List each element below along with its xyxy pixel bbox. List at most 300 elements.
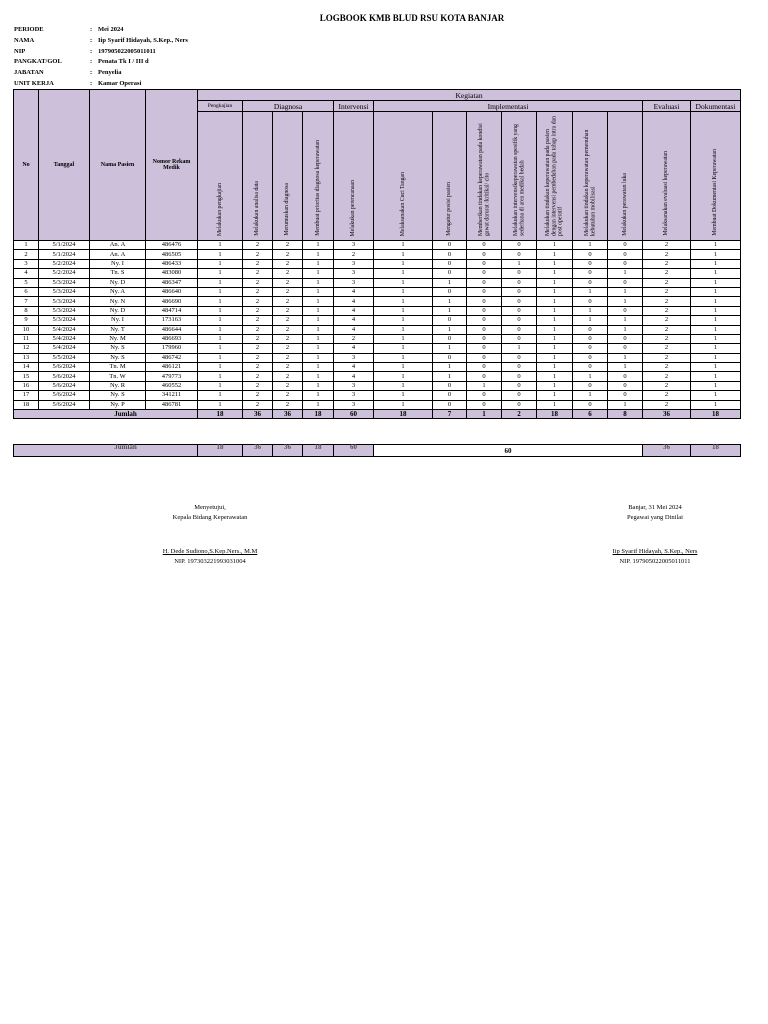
header-activity-label: Melaksanakan Cuci Tangan (399, 171, 406, 236)
cell-value: 2 (643, 381, 691, 390)
cell-value: 1 (608, 297, 643, 306)
cell-rm: 486347 (146, 278, 198, 287)
cell-value: 0 (433, 250, 467, 259)
cell-value: 0 (433, 316, 467, 325)
info-value: Penyelia (98, 69, 122, 77)
cell-tanggal: 5/2/2024 (39, 269, 90, 278)
cell-no: 8 (14, 306, 39, 315)
cell-value: 2 (643, 391, 691, 400)
cell-value: 4 (334, 306, 374, 315)
jumlah-implementasi-total: 60 (374, 445, 643, 457)
cell-value: 1 (374, 297, 433, 306)
cell-value: 0 (502, 306, 537, 315)
cell-tanggal: 5/2/2024 (39, 259, 90, 268)
cell-tanggal: 5/6/2024 (39, 372, 90, 381)
cell-value: 4 (334, 363, 374, 372)
cell-rm: 484714 (146, 306, 198, 315)
header-activity-label: Melakukan tindakan keperawatan pada pasien dengan intervensi pembedahan pada tahap intra dan post operatif (545, 115, 564, 236)
header-activity (691, 112, 741, 241)
cell-value: 1 (691, 344, 741, 353)
cell-value: 1 (691, 250, 741, 259)
header-activity-label: Membuat prioritas diagnosa keperawatan (314, 140, 321, 236)
cell-value: 0 (573, 334, 608, 343)
table-row (14, 334, 741, 343)
cell-value: 4 (334, 372, 374, 381)
cell-value: 1 (303, 278, 334, 287)
table-row (14, 259, 741, 268)
cell-value: 4 (334, 316, 374, 325)
cell-tanggal: 5/4/2024 (39, 334, 90, 343)
cell-value: 0 (502, 250, 537, 259)
cell-value: 2 (273, 334, 303, 343)
jumlah-value: 18 (303, 410, 334, 419)
cell-value: 1 (198, 259, 243, 268)
jumlah-value: 8 (608, 410, 643, 419)
info-label: PERIODE (14, 26, 44, 33)
cell-value: 0 (608, 278, 643, 287)
cell-rm: 486690 (146, 297, 198, 306)
header-activity (573, 112, 608, 241)
cell-rm: 341211 (146, 391, 198, 400)
cell-nama: Ny. P (90, 400, 146, 409)
cell-value: 3 (334, 259, 374, 268)
cell-value: 1 (374, 334, 433, 343)
jumlah-total-label-text: Jumlah (114, 442, 137, 451)
cell-value: 2 (243, 363, 273, 372)
cell-value: 1 (303, 250, 334, 259)
cell-no: 3 (14, 259, 39, 268)
cell-value: 1 (198, 250, 243, 259)
cell-value: 1 (374, 400, 433, 409)
cell-value: 0 (467, 334, 502, 343)
cell-value: 0 (433, 353, 467, 362)
cell-value: 1 (691, 381, 741, 390)
table-row (14, 250, 741, 259)
cell-value: 2 (334, 250, 374, 259)
cell-value: 2 (334, 334, 374, 343)
cell-no: 13 (14, 353, 39, 362)
cell-rm: 460552 (146, 381, 198, 390)
cell-value: 1 (537, 316, 573, 325)
signature-left (160, 503, 260, 567)
table-row (14, 391, 741, 400)
cell-value: 1 (691, 297, 741, 306)
cell-no: 5 (14, 278, 39, 287)
cell-value: 1 (691, 269, 741, 278)
header-activity (502, 112, 537, 241)
jumlah-value: 60 (334, 410, 374, 419)
cell-value: 0 (467, 241, 502, 250)
header-diagnosa: Diagnosa (243, 101, 334, 112)
header-tanggal: Tanggal (39, 90, 90, 241)
cell-nama: An. A (90, 241, 146, 250)
cell-value: 1 (691, 334, 741, 343)
cell-value: 2 (643, 363, 691, 372)
cell-value: 2 (243, 297, 273, 306)
cell-value: 1 (303, 287, 334, 296)
cell-value: 1 (608, 287, 643, 296)
cell-value: 3 (334, 381, 374, 390)
cell-value: 2 (643, 278, 691, 287)
table-row (14, 278, 741, 287)
cell-value: 1 (608, 353, 643, 362)
cell-value: 1 (691, 259, 741, 268)
cell-no: 2 (14, 250, 39, 259)
cell-tanggal: 5/6/2024 (39, 381, 90, 390)
jumlah-total-value (691, 442, 741, 457)
cell-value: 1 (198, 269, 243, 278)
header-activity (433, 112, 467, 241)
table-row (14, 297, 741, 306)
header-kegiatan: Kegiatan (198, 90, 741, 101)
header-activity-label: Merumuskan diagnosa (284, 183, 291, 236)
cell-value: 1 (374, 353, 433, 362)
cell-value: 1 (691, 278, 741, 287)
header-evaluasi: Evaluasi (643, 101, 691, 112)
cell-no: 9 (14, 316, 39, 325)
cell-value: 1 (433, 325, 467, 334)
cell-value: 0 (467, 325, 502, 334)
cell-value: 0 (502, 316, 537, 325)
cell-tanggal: 5/4/2024 (39, 325, 90, 334)
cell-value: 1 (303, 400, 334, 409)
signature-right (595, 503, 715, 567)
table-row (14, 381, 741, 390)
sign-left-name: H. Dede Sudiono,S.Kep.Ners., M.M (162, 548, 258, 555)
cell-value: 2 (243, 353, 273, 362)
cell-value: 0 (573, 363, 608, 372)
jumlah-value: 18 (374, 410, 433, 419)
cell-value: 0 (573, 344, 608, 353)
header-activity-label: Melakukan perawatan luka (621, 173, 628, 236)
cell-value: 1 (537, 381, 573, 390)
cell-value: 2 (243, 241, 273, 250)
cell-value: 1 (198, 353, 243, 362)
header-activity-label: Mengatur posisi pasien (446, 182, 453, 236)
cell-value: 1 (374, 391, 433, 400)
cell-value: 2 (643, 353, 691, 362)
cell-value: 0 (467, 316, 502, 325)
cell-value: 1 (691, 316, 741, 325)
cell-value: 2 (273, 287, 303, 296)
cell-value: 1 (537, 287, 573, 296)
cell-value: 0 (502, 325, 537, 334)
cell-value: 0 (573, 325, 608, 334)
cell-rm: 179960 (146, 344, 198, 353)
cell-value: 1 (608, 325, 643, 334)
cell-value: 1 (433, 344, 467, 353)
header-activity (467, 112, 502, 241)
header-pengkajian: Pengkajian (198, 101, 243, 112)
cell-value: 2 (273, 363, 303, 372)
jumlah-total-value-text: 36 (663, 442, 670, 451)
cell-value: 0 (608, 344, 643, 353)
cell-value: 0 (433, 381, 467, 390)
jumlah-total-value (198, 442, 243, 457)
cell-value: 2 (243, 334, 273, 343)
cell-no: 6 (14, 287, 39, 296)
cell-value: 2 (243, 372, 273, 381)
info-row (14, 68, 188, 79)
header-activity (273, 112, 303, 241)
jumlah-total-value-text: 18 (712, 442, 720, 451)
table-row (14, 400, 741, 409)
cell-value: 0 (467, 353, 502, 362)
cell-value: 1 (537, 344, 573, 353)
info-colon: : (90, 79, 93, 87)
cell-no: 18 (14, 400, 39, 409)
cell-value: 0 (433, 400, 467, 409)
cell-nama: Ny. N (90, 297, 146, 306)
jumlah-value: 1 (467, 410, 502, 419)
cell-value: 1 (573, 287, 608, 296)
cell-value: 0 (467, 287, 502, 296)
cell-value: 2 (243, 287, 273, 296)
cell-value: 0 (608, 241, 643, 250)
cell-value: 1 (198, 334, 243, 343)
cell-no: 7 (14, 297, 39, 306)
cell-value: 1 (374, 269, 433, 278)
cell-value: 0 (573, 297, 608, 306)
cell-tanggal: 5/3/2024 (39, 306, 90, 315)
cell-value: 1 (502, 344, 537, 353)
cell-value: 2 (243, 391, 273, 400)
jumlah-label: Jumlah (14, 410, 198, 419)
cell-rm: 486505 (146, 250, 198, 259)
cell-value: 1 (691, 325, 741, 334)
cell-value: 1 (198, 306, 243, 315)
cell-tanggal: 5/6/2024 (39, 400, 90, 409)
cell-value: 0 (502, 287, 537, 296)
cell-value: 2 (643, 297, 691, 306)
cell-value: 1 (303, 241, 334, 250)
sign-right-nip: NIP. 197905022005011011 (619, 558, 691, 565)
cell-no: 12 (14, 344, 39, 353)
cell-value: 1 (537, 400, 573, 409)
cell-value: 2 (273, 344, 303, 353)
cell-nama: Ny. T (90, 325, 146, 334)
cell-tanggal: 5/1/2024 (39, 241, 90, 250)
header-activity-label: Melakukan pengkajian (216, 183, 223, 236)
cell-value: 1 (537, 250, 573, 259)
cell-nama: Ny. I (90, 259, 146, 268)
cell-value: 2 (243, 381, 273, 390)
cell-value: 2 (643, 334, 691, 343)
cell-value: 2 (643, 269, 691, 278)
cell-value: 4 (334, 297, 374, 306)
jumlah-total-value (334, 442, 374, 457)
cell-value: 0 (608, 372, 643, 381)
cell-rm: 486742 (146, 353, 198, 362)
info-colon: : (90, 47, 93, 55)
cell-value: 2 (643, 306, 691, 315)
cell-value: 1 (374, 259, 433, 268)
cell-value: 2 (273, 391, 303, 400)
header-implementasi: Implementasi (374, 101, 643, 112)
cell-nama: Ny. D (90, 306, 146, 315)
info-label: JABATAN (14, 69, 44, 77)
table-row (14, 344, 741, 353)
cell-value: 2 (643, 250, 691, 259)
cell-value: 1 (303, 334, 334, 343)
table-row (14, 363, 741, 372)
cell-value: 0 (608, 381, 643, 390)
cell-value: 1 (374, 241, 433, 250)
cell-value: 2 (243, 278, 273, 287)
cell-value: 2 (273, 278, 303, 287)
header-activity (374, 112, 433, 241)
cell-value: 1 (537, 306, 573, 315)
cell-value: 1 (303, 363, 334, 372)
info-colon: : (90, 69, 93, 77)
header-activity-label: Melakukan analisa data (254, 181, 261, 236)
cell-value: 1 (303, 372, 334, 381)
header-no: No (14, 90, 39, 241)
sign-left-line2: Kepala Bidang Keperawatan (172, 514, 248, 521)
jumlah-value: 18 (691, 410, 741, 419)
table-row (14, 353, 741, 362)
cell-value: 1 (198, 297, 243, 306)
jumlah-total-value (303, 442, 334, 457)
cell-value: 2 (243, 306, 273, 315)
cell-tanggal: 5/6/2024 (39, 391, 90, 400)
cell-nama: Tn. M (90, 363, 146, 372)
header-activity-label: Memberikan tindakan keperawatan pada kondisi gawat darurat /kritikal/ cito (477, 123, 490, 236)
cell-value: 1 (374, 278, 433, 287)
cell-value: 1 (198, 400, 243, 409)
cell-value: 2 (643, 241, 691, 250)
cell-value: 2 (273, 381, 303, 390)
cell-value: 0 (573, 353, 608, 362)
jumlah-total-value (643, 442, 691, 457)
jumlah-total-value (243, 442, 273, 457)
cell-value: 2 (643, 316, 691, 325)
logbook-table (13, 89, 741, 457)
cell-value: 2 (273, 316, 303, 325)
cell-value: 0 (573, 278, 608, 287)
cell-value: 3 (334, 269, 374, 278)
cell-value: 1 (691, 372, 741, 381)
jumlah-row (14, 410, 741, 419)
header-activity-label: Melakukan intervensikeperawatan spesifik yang sederhana di area medikal bedah (512, 124, 525, 236)
cell-value: 1 (374, 344, 433, 353)
cell-value: 1 (691, 353, 741, 362)
cell-value: 1 (433, 278, 467, 287)
header-dokumentasi: Dokumentasi (691, 101, 741, 112)
cell-value: 0 (467, 391, 502, 400)
info-row (14, 36, 188, 47)
cell-no: 1 (14, 241, 39, 250)
cell-value: 2 (243, 325, 273, 334)
cell-value: 2 (643, 344, 691, 353)
cell-value: 1 (303, 391, 334, 400)
spacer-cell (14, 419, 741, 445)
header-activity-label: Membuat Dokumentasi Keperawatan (712, 149, 719, 236)
jumlah-total-value (273, 442, 303, 457)
cell-value: 1 (467, 381, 502, 390)
cell-value: 1 (691, 241, 741, 250)
cell-value: 1 (537, 241, 573, 250)
cell-value: 1 (198, 372, 243, 381)
header-activity (198, 112, 243, 241)
cell-no: 14 (14, 363, 39, 372)
cell-value: 1 (502, 259, 537, 268)
cell-value: 0 (467, 269, 502, 278)
cell-nama: Ny. M (90, 334, 146, 343)
cell-value: 2 (273, 353, 303, 362)
cell-value: 0 (433, 241, 467, 250)
jumlah-total-value-text: 18 (314, 442, 322, 451)
info-row (14, 25, 188, 36)
cell-rm: 483080 (146, 269, 198, 278)
info-value: Iip Syarif Hidayah, S.Kep., Ners (98, 36, 188, 44)
cell-value: 0 (467, 372, 502, 381)
header-activity (608, 112, 643, 241)
cell-value: 0 (467, 250, 502, 259)
cell-value: 1 (303, 344, 334, 353)
cell-value: 1 (198, 344, 243, 353)
cell-rm: 486693 (146, 334, 198, 343)
jumlah-value: 7 (433, 410, 467, 419)
cell-tanggal: 5/4/2024 (39, 344, 90, 353)
cell-tanggal: 5/3/2024 (39, 287, 90, 296)
cell-value: 3 (334, 400, 374, 409)
cell-value: 1 (198, 278, 243, 287)
header-nomor-rekam-medik: Nomor Rekam Medik (146, 90, 198, 241)
cell-value: 2 (243, 269, 273, 278)
cell-value: 1 (691, 400, 741, 409)
header-activity (537, 112, 573, 241)
cell-value: 2 (273, 297, 303, 306)
jumlah-total-value-text: 36 (254, 442, 261, 451)
cell-value: 2 (273, 306, 303, 315)
cell-tanggal: 5/3/2024 (39, 297, 90, 306)
sign-right-name: Iip Syarif Hidayah, S.Kep., Ners (612, 548, 698, 555)
cell-value: 0 (608, 334, 643, 343)
cell-value: 0 (502, 241, 537, 250)
cell-value: 0 (433, 391, 467, 400)
cell-value: 1 (433, 297, 467, 306)
cell-value: 0 (502, 400, 537, 409)
cell-nama: Ny. I (90, 316, 146, 325)
cell-no: 17 (14, 391, 39, 400)
cell-value: 1 (537, 353, 573, 362)
cell-value: 2 (273, 241, 303, 250)
cell-value: 1 (374, 381, 433, 390)
jumlah-value: 18 (198, 410, 243, 419)
table-row (14, 269, 741, 278)
info-label: PANGKAT/GOL (14, 58, 62, 66)
cell-value: 1 (374, 250, 433, 259)
cell-value: 4 (334, 344, 374, 353)
table-row (14, 241, 741, 250)
cell-value: 3 (334, 391, 374, 400)
jumlah-value: 18 (537, 410, 573, 419)
jumlah-total-row (14, 445, 741, 457)
cell-value: 1 (537, 269, 573, 278)
cell-rm: 486644 (146, 325, 198, 334)
cell-value: 1 (374, 325, 433, 334)
document-title: LOGBOOK KMB BLUD RSU KOTA BANJAR (319, 13, 505, 23)
cell-nama: Ny. R (90, 381, 146, 390)
header-activity (334, 112, 374, 241)
cell-value: 1 (691, 287, 741, 296)
sign-right-line2: Pegawai yang Dinilai (627, 514, 683, 521)
table-row (14, 372, 741, 381)
cell-value: 1 (691, 391, 741, 400)
cell-rm: 173163 (146, 316, 198, 325)
cell-no: 11 (14, 334, 39, 343)
